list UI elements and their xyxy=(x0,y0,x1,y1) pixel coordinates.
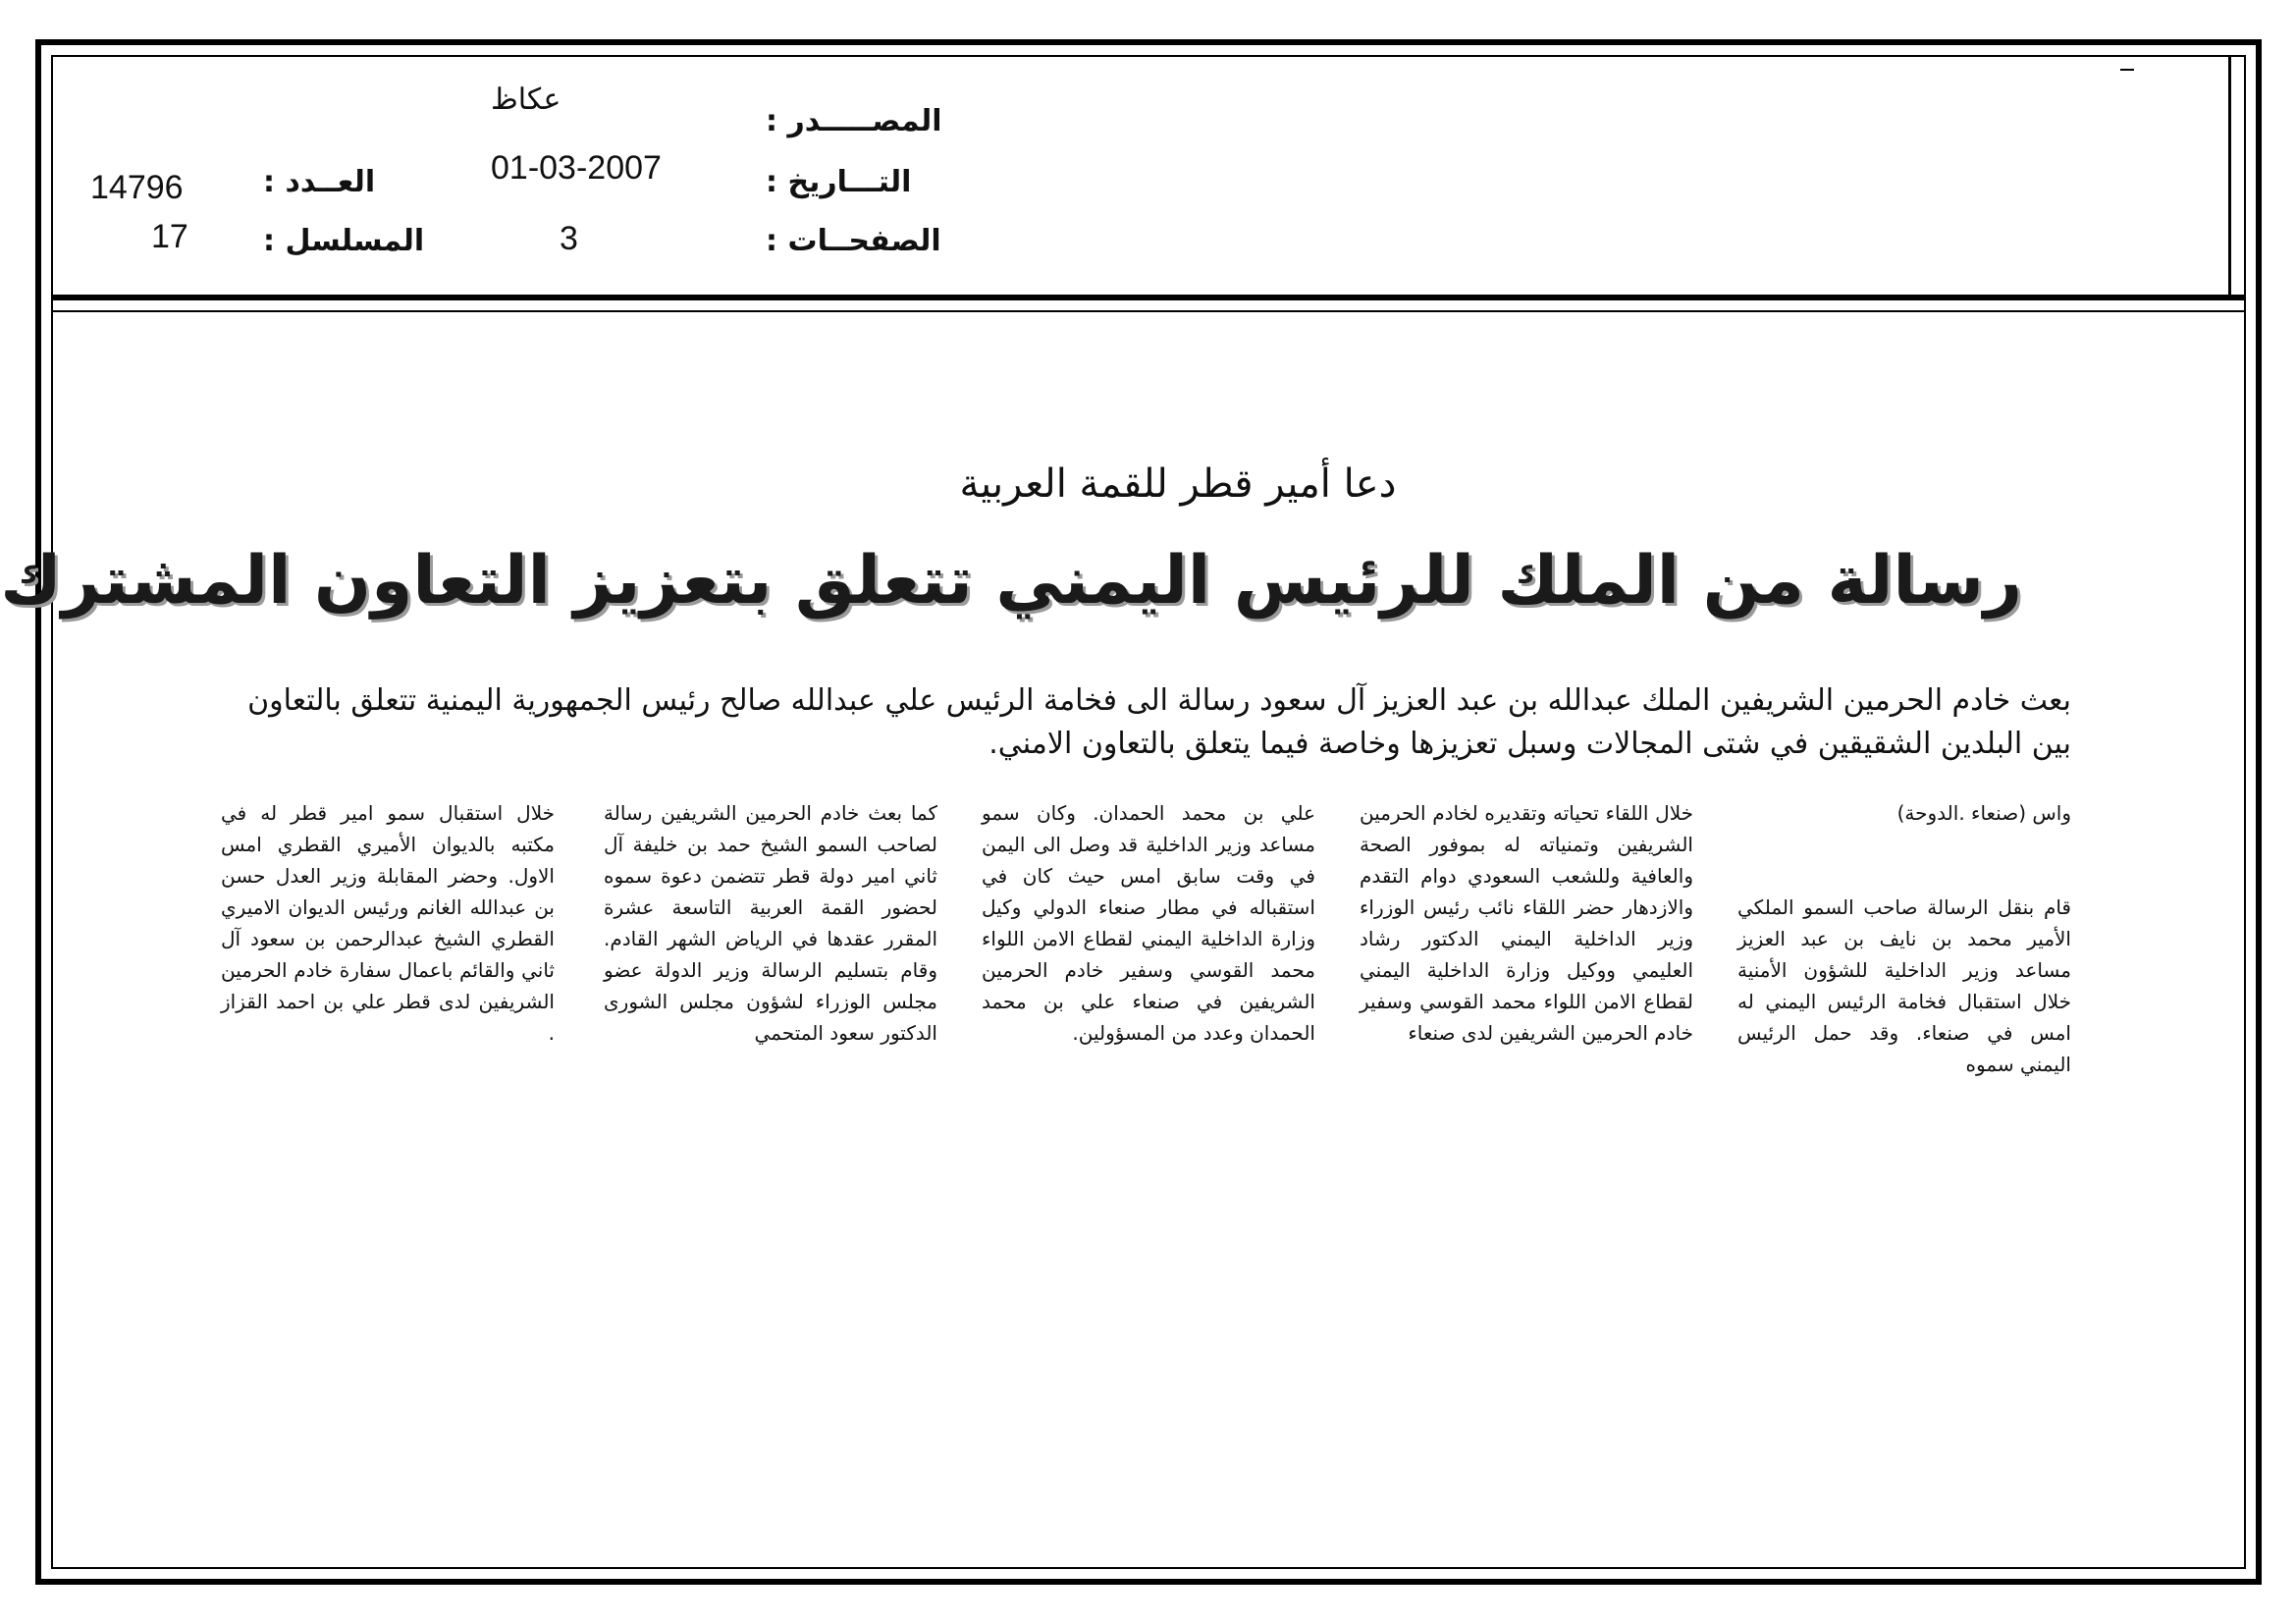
article-column-2 xyxy=(1360,797,1693,1049)
source-value: عكاظ xyxy=(491,83,561,116)
column-3-text: علي بن محمد الحمدان. وكان سمو مساعد وزير الداخلية قد وصل الى اليمن في وقت سابق امس حيث كان في استقباله في مطار صنعاء الدولي وكيل وزارة الداخلية اليمني لقطاع الامن اللواء محمد القوسي وسفير خادم الحرمين الشريفين في صنعاء علي بن محمد الحمدان وعدد من المسؤولين. xyxy=(982,801,1315,1045)
article-column-3 xyxy=(982,797,1315,1049)
column-2-text: خلال اللقاء تحياته وتقديره لخادم الحرمين الشريفين وتمنياته له بموفور الصحة والعافية وللشعب السعودي دوام التقدم والازدهار حضر اللقاء نائب رئيس الوزراء وزير الداخلية اليمني الدكتور رشاد العليمي ووكيل وزارة الداخلية اليمني لقطاع الامن اللواء محمد القوسي وسفير خادم الحرمين الشريفين لدى صنعاء xyxy=(1360,801,1693,1045)
issue-label: العــدد : xyxy=(263,165,376,199)
corner-tick xyxy=(2120,69,2134,71)
article-headline: رسالة من الملك للرئيس اليمني تتعلق بتعزيز التعاون المشترك xyxy=(0,542,2022,620)
column-4-text: كما بعث خادم الحرمين الشريفين رسالة لصاحب السمو الشيخ حمد بن خليفة آل ثاني امير دولة قطر تتضمن دعوة سموه لحضور القمة العربية التاسعة عشرة المقرر عقدها في الرياض الشهر القادم. وقام بتسليم الرسالة وزير الدولة عضو مجلس الوزراء لشؤون مجلس الشورى الدكتور سعود المتحمي xyxy=(604,801,937,1045)
article-column-5 xyxy=(221,797,555,1049)
serial-number: 17 xyxy=(151,218,188,255)
article-dateline: واس (صنعاء .الدوحة) xyxy=(1896,801,2071,825)
column-1-text: قام بنقل الرسالة صاحب السمو الملكي الأمير محمد بن نايف بن عبد العزيز مساعد وزير الداخلية للشؤون الأمنية خلال استقبال فخامة الرئيس اليمني له امس في صنعاء. وقد حمل الرئيس اليمني سموه xyxy=(1737,895,2071,1076)
issue-number: 14796 xyxy=(90,169,184,206)
article-kicker: دعا أمير قطر للقمة العربية xyxy=(959,461,1397,507)
article-column-1 xyxy=(1737,797,2071,1080)
serial-label: المسلسل : xyxy=(263,224,425,258)
date-value: 01-03-2007 xyxy=(491,149,662,187)
header-side-rule xyxy=(2228,55,2231,295)
article-lead: بعث خادم الحرمين الشريفين الملك عبدالله بن عبد العزيز آل سعود رسالة الى فخامة الرئيس علي عبدالله صالح رئيس الجمهورية اليمنية تتعلق بالتعاون بين البلدين الشقيقين في شتى المجالات وسبل تعزيزها وخاصة فيما يتعلق بالتعاون الامني. xyxy=(247,683,2071,761)
pages-label: الصفحــات : xyxy=(766,224,941,258)
pages-value: 3 xyxy=(560,220,578,257)
column-5-text: خلال استقبال سمو امير قطر له في مكتبه بالديوان الأميري القطري امس الاول. وحضر المقابلة وزير العدل حسن بن عبدالله الغانم ورئيس الديوان الاميري القطري الشيخ عبدالرحمن بن سعود آل ثاني والقائم باعمال سفارة خادم الحرمين الشريفين لدى قطر علي بن احمد القزاز . xyxy=(221,801,555,1045)
header-divider-thin xyxy=(51,310,2246,312)
source-label: المصـــــدر : xyxy=(766,104,942,138)
article-column-4 xyxy=(604,797,937,1049)
date-label: التـــاريخ : xyxy=(766,165,912,199)
header-divider xyxy=(51,295,2246,300)
